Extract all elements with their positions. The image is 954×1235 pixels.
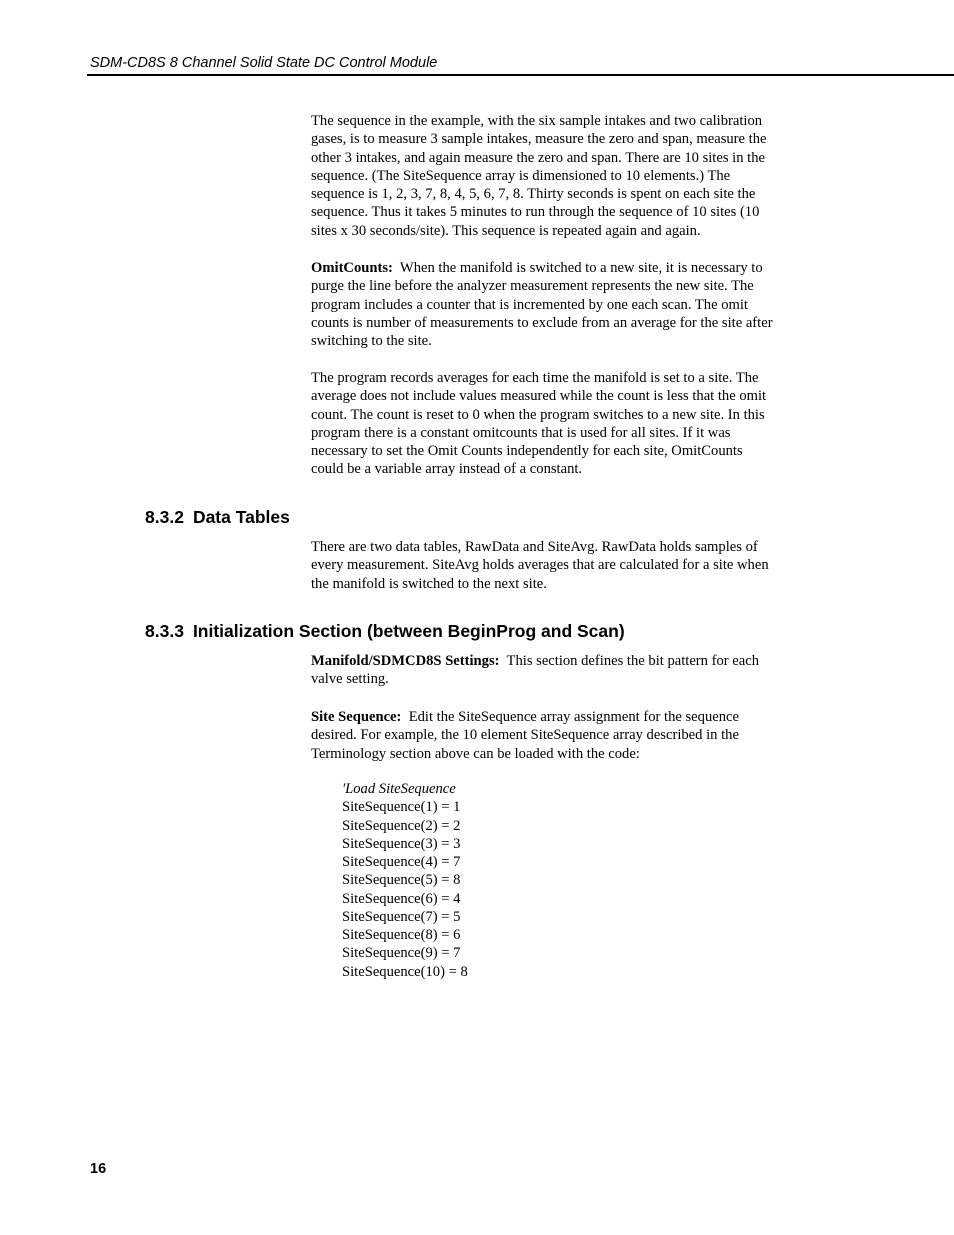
intro-line: The sequence in the example, with the six sample intakes and two calibration — [311, 113, 763, 129]
site-sequence-line: Terminology section above can be loaded with the code: — [311, 745, 640, 762]
code-line: SiteSequence(9) = 7 — [342, 945, 461, 962]
section-number: 8.3.3 — [145, 621, 184, 641]
manifold-settings-paragraph — [311, 652, 811, 689]
omit-counts-line: purge the line before the analyzer measurement represents the new site. The — [311, 278, 754, 295]
section-title: Initialization Section (between BeginProg and Scan) — [192, 621, 625, 641]
omit-counts-line: counts is number of measurements to exclude from an average for the site after — [311, 314, 773, 331]
code-line: SiteSequence(3) = 3 — [342, 835, 461, 852]
averages-line: program there is a constant omitcounts that is used for all sites. If it was — [311, 424, 731, 441]
section-title: Data Tables — [192, 507, 290, 527]
omit-counts-label: OmitCounts: — [311, 260, 393, 276]
code-line: SiteSequence(7) = 5 — [342, 908, 461, 925]
averages-paragraph — [311, 369, 811, 479]
data-tables-line: the manifold is switched to the next site. — [311, 575, 547, 592]
intro-line: sites x 30 seconds/site). This sequence is repeated again and again. — [311, 222, 701, 239]
site-sequence-first-line-text: Edit the SiteSequence array assignment for the sequence — [401, 709, 739, 725]
data-tables-line: There are two data tables, RawData and SiteAvg. RawData holds samples of — [311, 539, 758, 555]
site-sequence-first-line — [311, 708, 811, 726]
section-number: 8.3.2 — [145, 507, 184, 527]
intro-line: gases, is to measure 3 sample intakes, measure the zero and span, measure the — [311, 131, 767, 148]
code-line: SiteSequence(5) = 8 — [342, 872, 461, 889]
omit-counts-line: switching to the site. — [311, 333, 432, 350]
manifold-first-line — [311, 652, 811, 670]
manifold-line: valve setting. — [311, 671, 389, 688]
section-heading-data-tables — [145, 506, 290, 528]
intro-line: sequence is 1, 2, 3, 7, 8, 4, 5, 6, 7, 8. Thirty seconds is spent on each site the — [311, 186, 756, 203]
intro-line: other 3 intakes, and again measure the zero and span. There are 10 sites in the — [311, 149, 765, 166]
running-header: SDM-CD8S 8 Channel Solid State DC Control Module — [90, 55, 438, 71]
intro-line: sequence. (The SiteSequence array is dimensioned to 10 elements.) The — [311, 167, 731, 184]
code-line: SiteSequence(6) = 4 — [342, 890, 461, 907]
site-sequence-paragraph — [311, 708, 811, 763]
site-sequence-label: Site Sequence: — [311, 709, 402, 725]
data-tables-line: every measurement. SiteAvg holds averages that are calculated for a site when — [311, 557, 769, 574]
data-tables-paragraph — [311, 538, 811, 593]
section-heading-initialization — [145, 620, 625, 642]
averages-line: The program records averages for each time the manifold is set to a site. The — [311, 370, 759, 386]
code-line: SiteSequence(1) = 1 — [342, 799, 461, 816]
code-block — [342, 780, 468, 981]
header-rule — [87, 74, 954, 76]
page-number: 16 — [90, 1161, 107, 1177]
code-line: SiteSequence(8) = 6 — [342, 927, 461, 943]
averages-line: count. The count is reset to 0 when the program switches to a new site. In this — [311, 406, 765, 423]
omit-counts-first-line — [311, 259, 811, 277]
intro-paragraph — [311, 112, 811, 240]
omit-counts-first-line-text: When the manifold is switched to a new site, it is necessary to — [392, 260, 763, 276]
code-comment: 'Load SiteSequence — [342, 781, 456, 797]
site-sequence-line: desired. For example, the 10 element SiteSequence array described in the — [311, 727, 739, 744]
averages-line: necessary to set the Omit Counts independently for each site, OmitCounts — [311, 443, 743, 460]
code-line: SiteSequence(4) = 7 — [342, 854, 461, 870]
averages-line: could be a variable array instead of a constant. — [311, 461, 583, 478]
code-line: SiteSequence(10) = 8 — [342, 963, 468, 980]
intro-line: sequence. Thus it takes 5 minutes to run through the sequence of 10 sites (10 — [311, 204, 760, 221]
code-line: SiteSequence(2) = 2 — [342, 817, 461, 834]
omit-counts-line: program includes a counter that is incremented by one each scan. The omit — [311, 296, 748, 313]
averages-line: average does not include values measured while the count is less that the omit — [311, 388, 767, 405]
omit-counts-paragraph — [311, 259, 811, 350]
manifold-first-line-text: This section defines the bit pattern for each — [499, 653, 760, 669]
manifold-label: Manifold/SDMCD8S Settings: — [311, 653, 500, 669]
